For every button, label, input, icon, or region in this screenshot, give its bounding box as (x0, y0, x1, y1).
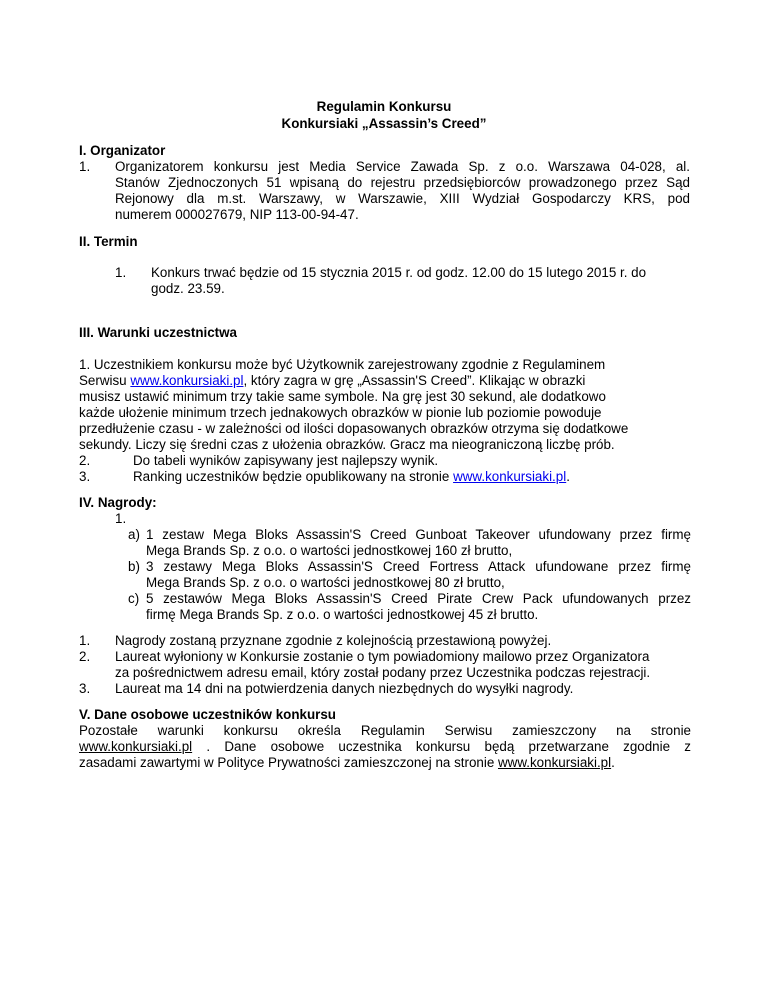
organizer-line: numerem 000027679, NIP 113-00-94-47. (115, 207, 359, 222)
conditions-line: sekundy. Liczy się średni czas z ułożenia obrazków. Gracz ma nieograniczoną liczbę prób. (79, 437, 615, 452)
prize-line: 1 zestaw Mega Bloks Assassin'S Creed Gunboat Takeover ufundowany przez firmę (146, 527, 691, 542)
conditions-text: . (566, 469, 570, 484)
section-personal-heading: V. Dane osobowe uczestników konkursu (79, 707, 336, 722)
section-term-heading: II. Termin (79, 234, 138, 249)
konkursiaki-link[interactable]: www.konkursiaki.pl (79, 739, 193, 754)
prize-rule-line: za pośrednictwem adresu email, który został podany przez Uczestnika podczas rejestracji. (115, 665, 651, 680)
prize-letter: a) (128, 527, 140, 542)
prize-letter: c) (128, 591, 140, 606)
conditions-item-number: 2. (79, 453, 91, 468)
conditions-line: każde ułożenie minimum trzech jednakowych obrazków w pionie lub poziomie powoduje (79, 405, 602, 420)
conditions-text: , który zagra w grę „Assassin'S Creed”. Klikając w obrazki (243, 373, 586, 388)
conditions-text: Serwisu (79, 373, 131, 388)
conditions-line: musisz ustawić minimum trzy takie same symbole. Na grę jest 30 sekund, ale dodatkowo (79, 389, 606, 404)
conditions-text: Ranking uczestników będzie opublikowany na stronie (133, 469, 454, 484)
conditions-item-text: Do tabeli wyników zapisywany jest najlepszy wynik. (133, 453, 439, 468)
prize-rule-number: 2. (79, 649, 91, 664)
prize-line: 5 zestawów Mega Bloks Assassin'S Creed Pirate Crew Pack ufundowanych przez (146, 591, 691, 606)
document-title: Regulamin Konkursu (316, 99, 452, 114)
section-prizes-heading: IV. Nagrody: (79, 495, 157, 510)
personal-text: . Dane osobowe uczestnika konkursu będą przetwarzane zgodnie z (192, 739, 691, 754)
organizer-line: Organizatorem konkursu jest Media Service Zawada Sp. z o.o. Warszawa 04-028, al. (115, 159, 690, 174)
personal-line (79, 755, 615, 771)
prize-rule-number: 1. (79, 633, 91, 648)
section-organizer-heading: I. Organizator (79, 143, 166, 158)
prize-line: Mega Brands Sp. z o.o. o wartości jednostkowej 160 zł brutto, (146, 543, 513, 558)
personal-text: . (611, 755, 615, 770)
prize-line: firmę Mega Brands Sp. z o.o. o wartości jednostkowej 45 zł brutto. (146, 607, 539, 622)
prize-line: 3 zestawy Mega Bloks Assassin'S Creed Fortress Attack ufundowane przez firmę (146, 559, 691, 574)
document-subtitle: Konkursiaki „Assassin’s Creed” (281, 116, 487, 131)
prize-rule-line: Laureat wyłoniony w Konkursie zostanie o tym powiadomiony mailowo przez Organizatora (115, 649, 650, 664)
conditions-line: 1. Uczestnikiem konkursu może być Użytkownik zarejestrowany zgodnie z Regulaminem (79, 357, 606, 372)
term-item-number: 1. (115, 265, 127, 280)
personal-text: zasadami zawartymi w Polityce Prywatności zamieszczonej na stronie (79, 755, 498, 770)
prize-line: Mega Brands Sp. z o.o. o wartości jednostkowej 80 zł brutto, (146, 575, 505, 590)
konkursiaki-link[interactable]: www.konkursiaki.pl (453, 469, 567, 484)
organizer-item-number: 1. (79, 159, 91, 174)
prizes-item-number: 1. (115, 511, 127, 526)
conditions-item-text (133, 469, 570, 485)
conditions-line: przedłużenie czasu - w zależności od ilości dopasowanych obrazków otrzyma się dodatkowe (79, 421, 629, 436)
prize-rule-number: 3. (79, 681, 91, 696)
personal-line: Pozostałe warunki konkursu określa Regulamin Serwisu zamieszczony na stronie (79, 723, 691, 738)
term-line: Konkurs trwać będzie od 15 stycznia 2015 r. od godz. 12.00 do 15 lutego 2015 r. do (151, 265, 647, 280)
term-line: godz. 23.59. (151, 281, 225, 296)
section-conditions-heading: III. Warunki uczestnictwa (79, 325, 237, 340)
organizer-line: Rejonowy dla m.st. Warszawy, w Warszawie, XIII Wydział Gospodarczy KRS, pod (115, 191, 690, 206)
konkursiaki-link[interactable]: www.konkursiaki.pl (497, 755, 612, 770)
prize-rule-line: Laureat ma 14 dni na potwierdzenia danych niezbędnych do wysyłki nagrody. (115, 681, 574, 696)
prize-letter: b) (128, 559, 140, 574)
conditions-line (79, 373, 585, 389)
organizer-line: Stanów Zjednoczonych 51 wpisaną do rejestru przedsiębiorców prowadzonego przez Sąd (115, 175, 690, 190)
personal-line (79, 739, 691, 755)
prize-rule-line: Nagrody zostaną przyznane zgodnie z kolejnością przestawioną powyżej. (115, 633, 552, 648)
konkursiaki-link[interactable]: www.konkursiaki.pl (130, 373, 244, 388)
conditions-item-number: 3. (79, 469, 91, 484)
